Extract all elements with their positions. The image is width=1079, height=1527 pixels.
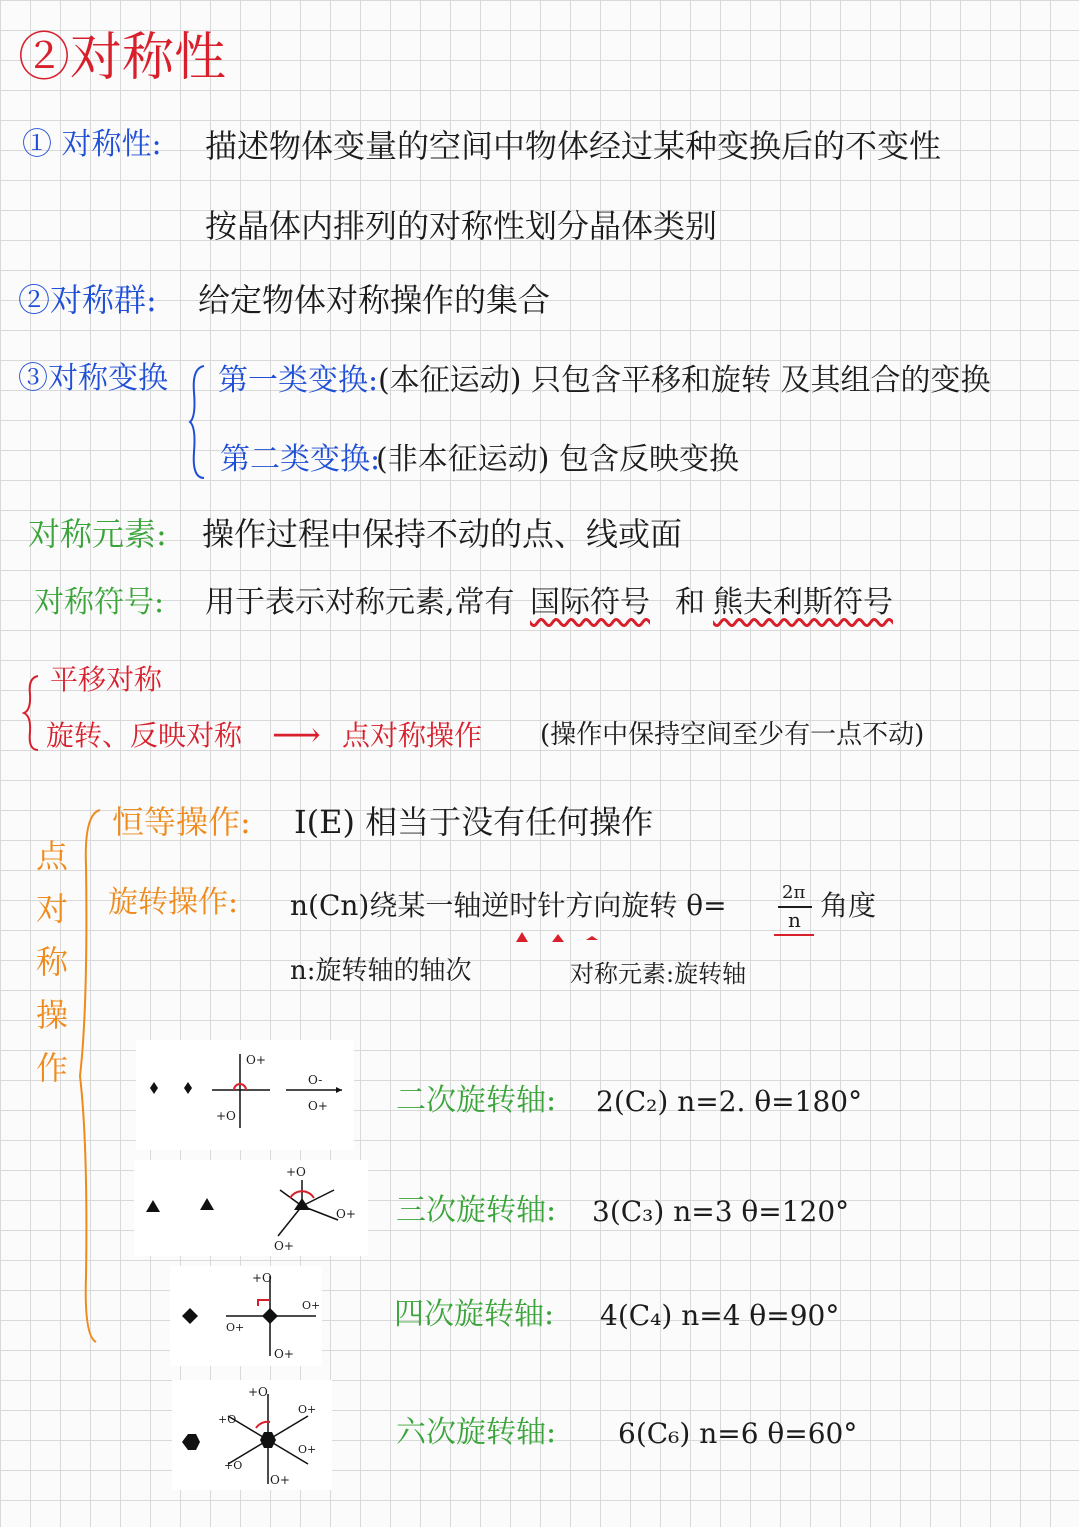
symbols-schoenflies: 熊夫利斯符号	[713, 585, 893, 620]
side-label-4: 操	[36, 996, 69, 1034]
kind2-text: (非本征运动) 包含反映变换	[376, 442, 739, 477]
rotation-unit: 角度	[820, 889, 877, 922]
point-ops-brace	[74, 806, 104, 1346]
symbols-label: 对称符号:	[34, 585, 165, 620]
element-text: 对称元素:旋转轴	[570, 960, 747, 988]
c6-diagram	[172, 1380, 332, 1490]
c2-o-plus-right: O+	[308, 1099, 328, 1113]
item2-text: 给定物体对称操作的集合	[198, 281, 551, 319]
page-title: ②对称性	[18, 28, 227, 88]
c6-o-plus-lr: O+	[298, 1443, 317, 1456]
rot-reflect-label: 旋转、反映对称	[46, 719, 243, 752]
c3-drawing	[134, 1160, 368, 1256]
axis2-text: 2(C₂) n=2. θ=180°	[596, 1085, 863, 1118]
c4-drawing	[170, 1266, 322, 1366]
c6-plus-o-top: +O	[248, 1385, 268, 1399]
c4-o-plus-left: O+	[226, 1321, 245, 1334]
axis3-label: 三次旋转轴:	[396, 1193, 557, 1228]
elements-text: 操作过程中保持不动的点、线或面	[202, 515, 683, 553]
c3-diagram	[134, 1160, 368, 1256]
elements-label: 对称元素:	[28, 515, 167, 553]
item3-label: ③对称变换	[18, 361, 168, 396]
kind2-label: 第二类变换:	[220, 442, 381, 477]
symbols-intl: 国际符号	[530, 585, 650, 620]
c4-o-plus-right: O+	[302, 1299, 321, 1312]
item1-label: ① 对称性:	[22, 127, 162, 162]
side-label-3: 称	[36, 943, 69, 981]
c3-o-plus-right: O+	[336, 1207, 356, 1221]
rotation-frac-underline	[774, 934, 814, 936]
axis4-text: 4(C₄) n=4 θ=90°	[600, 1299, 840, 1332]
side-label-2: 对	[36, 890, 69, 928]
c6-plus-o-ul: +O	[218, 1413, 237, 1426]
c6-o-plus-ur: O+	[298, 1403, 317, 1416]
symbols-text-a: 用于表示对称元素,常有	[205, 585, 515, 620]
axis4-label: 四次旋转轴:	[394, 1297, 555, 1332]
emphasis-marks	[512, 930, 602, 946]
axis6-label: 六次旋转轴:	[396, 1415, 557, 1450]
item2-label: ②对称群:	[18, 281, 157, 319]
symbols-and: 和	[675, 585, 705, 620]
c4-diagram	[170, 1266, 322, 1366]
point-op-note: (操作中保持空间至少有一点不动)	[540, 720, 925, 750]
c3-o-plus-left: O+	[274, 1239, 294, 1253]
axis2-label: 二次旋转轴:	[396, 1083, 557, 1118]
c2-o-minus: O-	[308, 1073, 323, 1087]
c6-o-plus-bottom: O+	[270, 1473, 290, 1487]
classification-brace	[22, 672, 42, 754]
rotation-text: n(Cn)绕某一轴逆时针方向旋转 θ=	[290, 889, 727, 922]
order-text: n:旋转轴的轴次	[290, 956, 472, 986]
item3-brace	[188, 362, 208, 482]
c4-o-plus-bottom: O+	[274, 1347, 294, 1361]
item1-text2: 按晶体内排列的对称性划分晶体类别	[205, 207, 718, 245]
c2-drawing	[136, 1040, 354, 1150]
arrow-icon: ⟶	[272, 715, 321, 755]
rotation-frac-num: 2π	[782, 882, 806, 903]
c2-plus-o-top: O+	[246, 1053, 266, 1067]
c4-plus-o-top: +O	[252, 1271, 272, 1285]
c3-plus-o: +O	[286, 1165, 306, 1179]
axis6-text: 6(C₆) n=6 θ=60°	[618, 1417, 858, 1450]
c2-plus-o-bottom: +O	[216, 1109, 236, 1123]
identity-label: 恒等操作:	[112, 803, 251, 841]
kind1-label: 第一类变换:	[218, 363, 379, 398]
rotation-frac-den: n	[788, 908, 801, 932]
item1-text: 描述物体变量的空间中物体经过某种变换后的不变性	[205, 127, 942, 165]
kind1-text: (本征运动) 只包含平移和旋转 及其组合的变换	[378, 363, 991, 398]
rotation-label: 旋转操作:	[108, 885, 239, 920]
point-op-label: 点对称操作	[342, 719, 483, 752]
side-label-5: 作	[36, 1049, 69, 1087]
translation-label: 平移对称	[50, 663, 163, 696]
axis3-text: 3(C₃) n=3 θ=120°	[592, 1195, 850, 1228]
c2-diagram	[136, 1040, 354, 1150]
side-label-1: 点	[36, 837, 69, 875]
c6-plus-o-ll: +O	[224, 1459, 243, 1472]
identity-text: I(E) 相当于没有任何操作	[294, 803, 654, 841]
